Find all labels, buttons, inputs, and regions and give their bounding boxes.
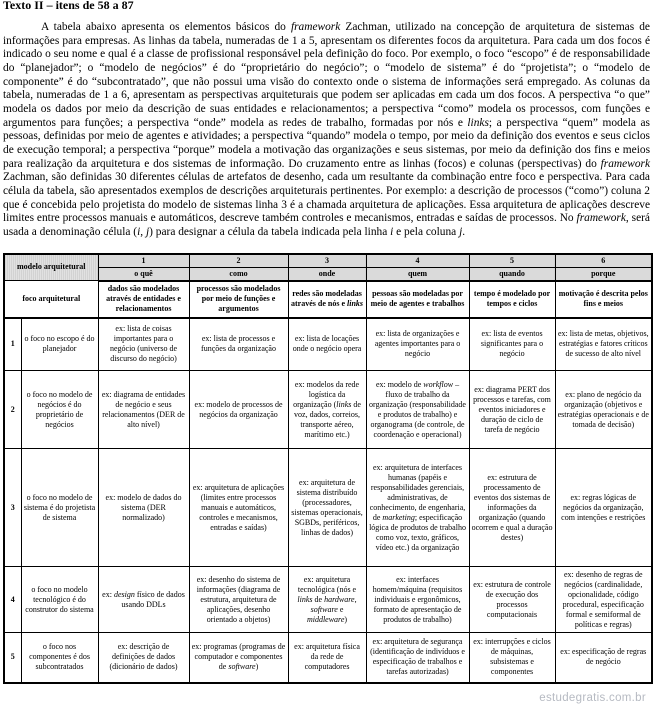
table-row-4 xyxy=(4,567,652,633)
cell-1-1: ex: lista de coisas importantes para o negócio (universo de discurso do negócio) xyxy=(98,318,189,371)
cell-5-1: ex: descrição de definições de dados (dicionário de dados) xyxy=(98,633,189,683)
column-number-2: 2 xyxy=(189,254,288,268)
table-row-5 xyxy=(4,633,652,683)
corner-foco-arquitetural: foco arquitetural xyxy=(4,281,98,318)
cell-4-5: ex: estrutura de controle de execução dos processos computacionais xyxy=(469,567,555,633)
row-number-2: 2 xyxy=(4,371,21,449)
cell-3-1: ex: modelo de dados do sistema (DER normalizado) xyxy=(98,449,189,567)
cell-4-4: ex: interfaces homem/máquina (requisitos individuais e ergonômicos, formato de apresentação de produtos de trabalho) xyxy=(366,567,469,633)
cell-3-3: ex: arquitetura de sistema distribuído (processadores, sistemas operacionais, SGBDs, periféricos, linhas de dados) xyxy=(288,449,366,567)
cell-5-3: ex: arquitetura física da rede de computadores xyxy=(288,633,366,683)
cell-4-3: ex: arquitetura tecnológica (nós e links de hardware, software e middleware) xyxy=(288,567,366,633)
cell-2-2: ex: modelo de processos de negócios da organização xyxy=(189,371,288,449)
column-number-6: 6 xyxy=(555,254,652,268)
cell-1-6: ex: lista de metas, objetivos, estratégias e fatores críticos de sucesso de alto nível xyxy=(555,318,652,371)
cell-5-4: ex: arquitetura de segurança (identificação de indivíduos e especificação de trabalhos e tarefas autorizadas) xyxy=(366,633,469,683)
cell-1-5: ex: lista de eventos significantes para o negócio xyxy=(469,318,555,371)
cell-2-5: ex: diagrama PERT dos processos e tarefas, com eventos iniciadores e duração de ciclo de tarefa de negócio xyxy=(469,371,555,449)
corner-modelo-arquitetural: modelo arquitetural xyxy=(4,254,98,281)
table-row-1 xyxy=(4,318,652,371)
row-number-5: 5 xyxy=(4,633,21,683)
cell-5-6: ex: especificação de regras de negócio xyxy=(555,633,652,683)
row-focus-5: o foco nos componentes é dos subcontratados xyxy=(21,633,98,683)
column-name-4: quem xyxy=(366,267,469,281)
column-description-3: redes são modeladas através de nós e links xyxy=(288,281,366,318)
row-focus-3: o foco no modelo de sistema é do projetista de sistema xyxy=(21,449,98,567)
cell-2-6: ex: plano de negócio da organização (objetivos e estratégias operacionais e de tomada de decisão) xyxy=(555,371,652,449)
cell-3-2: ex: arquitetura de aplicações (limites entre processos manuais e automáticos, controles e mecanismos, entradas e saídas) xyxy=(189,449,288,567)
cell-3-6: ex: regras lógicas de negócios da organização, com intenções e restrições xyxy=(555,449,652,567)
cell-3-4: ex: arquitetura de interfaces humanas (papéis e responsabilidades gerenciais, administrativas, de conhecimento, de engenharia, de marketing; especificação lógica de produtos de trabalho como voz, texto, gráficos, vídeo etc.) da organização xyxy=(366,449,469,567)
cell-1-2: ex: lista de processos e funções da organização xyxy=(189,318,288,371)
cell-5-5: ex: interrupções e ciclos de máquinas, subsistemas e componentes xyxy=(469,633,555,683)
column-number-5: 5 xyxy=(469,254,555,268)
row-focus-1: o foco no escopo é do planejador xyxy=(21,318,98,371)
watermark: estudegratis.com.br xyxy=(539,692,646,704)
row-number-4: 4 xyxy=(4,567,21,633)
column-name-6: porque xyxy=(555,267,652,281)
cell-1-4: ex: lista de organizações e agentes importantes para o negócio xyxy=(366,318,469,371)
page-title: Texto II – itens de 58 a 87 xyxy=(3,0,134,12)
row-focus-4: o foco no modelo tecnológico é do construtor do sistema xyxy=(21,567,98,633)
table-row-3 xyxy=(4,449,652,567)
column-number-4: 4 xyxy=(366,254,469,268)
column-name-5: quando xyxy=(469,267,555,281)
column-number-1: 1 xyxy=(98,254,189,268)
table-row-2 xyxy=(4,371,652,449)
column-name-1: o quê xyxy=(98,267,189,281)
cell-1-3: ex: lista de locações onde o negócio opera xyxy=(288,318,366,371)
table-body xyxy=(4,318,652,683)
column-description-6: motivação é descrita pelos fins e meios xyxy=(555,281,652,318)
column-name-3: onde xyxy=(288,267,366,281)
zachman-framework-table xyxy=(3,253,653,684)
column-number-3: 3 xyxy=(288,254,366,268)
column-name-2: como xyxy=(189,267,288,281)
column-description-5: tempo é modelado por tempos e ciclos xyxy=(469,281,555,318)
cell-4-2: ex: desenho do sistema de informações (diagrama de estrutura, arquitetura de aplicações, desenho orientado a objetos) xyxy=(189,567,288,633)
row-number-1: 1 xyxy=(4,318,21,371)
cell-3-5: ex: estrutura de processamento de eventos dos sistemas de informações da organização (quando ocorrem e qual a duração destes) xyxy=(469,449,555,567)
cell-2-1: ex: diagrama de entidades de negócio e seus relacionamentos (DER de alto nível) xyxy=(98,371,189,449)
cell-4-1: ex: design físico de dados usando DDLs xyxy=(98,567,189,633)
table-header xyxy=(4,254,652,318)
cell-4-6: ex: desenho de regras de negócios (cardinalidade, opcionalidade, código procedural, especificação formal e semiformal de políticas e regras) xyxy=(555,567,652,633)
column-description-1: dados são modelados através de entidades e relacionamentos xyxy=(98,281,189,318)
cell-2-3: ex: modelos da rede logística da organização (links de voz, dados, correios, transporte aéreo, marítimo etc.) xyxy=(288,371,366,449)
cell-2-4: ex: modelo de workflow – fluxo de trabalho da organização (responsabilidade e produtos de trabalho) e organograma (de controle, de coordenação e operacional) xyxy=(366,371,469,449)
row-focus-2: o foco no modelo de negócios é do proprietário de negócios xyxy=(21,371,98,449)
column-description-4: pessoas são modeladas por meio de agentes e trabalhos xyxy=(366,281,469,318)
row-number-3: 3 xyxy=(4,449,21,567)
column-description-2: processos são modelados por meio de funções e argumentos xyxy=(189,281,288,318)
cell-5-2: ex: programas (programas de computador e componentes de software) xyxy=(189,633,288,683)
intro-paragraph: A tabela abaixo apresenta os elementos básicos do framework Zachman, utilizado na concepção de arquitetura de sistemas de informações para empresas. As linhas da tabela, numeradas de 1 a 5, apresentam os diferentes focos da arquitetura. Para cada um dos focos é indicado o seu nome e qual é a classe de profissional responsável pela definição do foco. Por exemplo, o foco “escopo” é de responsabilidade do “planejador”; o “modelo de negócios” é do “proprietário do negócio”; o “modelo de sistema” é do “projetista”; o “modelo de componente” é do “subcontratado”, que não possui uma visão do contexto onde o sistema de informações será empregado. As colunas da tabela, numeradas de 1 a 6, apresentam as perspectivas arquiteturais que podem ser aplicadas em cada um dos focos. A perspectiva “o que” modela os dados por meio da descrição de suas entidades e relacionamentos; a perspectiva “como” modela os processos, com funções e argumentos para funções; a perspectiva “onde” modela as redes de trabalho, formadas por nós e links; a perspectiva “quem” modela as pessoas, definidas por meio de agentes e atividades; a perspectiva “quando” modela o tempo, por meio da definição dos eventos e seus ciclos de execução temporal; a perspectiva “porque” modela a motivação das organizações e seus sistemas, por meio da definição dos fins e meios para realização da arquitetura e dos sistemas de informação. Do cruzamento entre as linhas (focos) e colunas (perspectivas) do framework Zachman, são definidas 30 diferentes células de artefatos de desenho, cada um resultante da combinação entre foco e perspectiva. Para cada célula da tabela, são apresentados exemplos de descrições arquiteturais pertinentes. Por exemplo: a descrição de processos (“como”) coluna 2 que é concebida pelo projetista do modelo de sistemas linha 3 é a chamada arquitetura de aplicações. Essa arquitetura de aplicações descreve limites entre processos manuais e automáticos, descreve também controles e mecanismos, entradas e saídas de processos. No framework, será usada a denominação célula (i, j) para designar a célula da tabela indicada pela linha i e pela coluna j. xyxy=(3,21,650,238)
